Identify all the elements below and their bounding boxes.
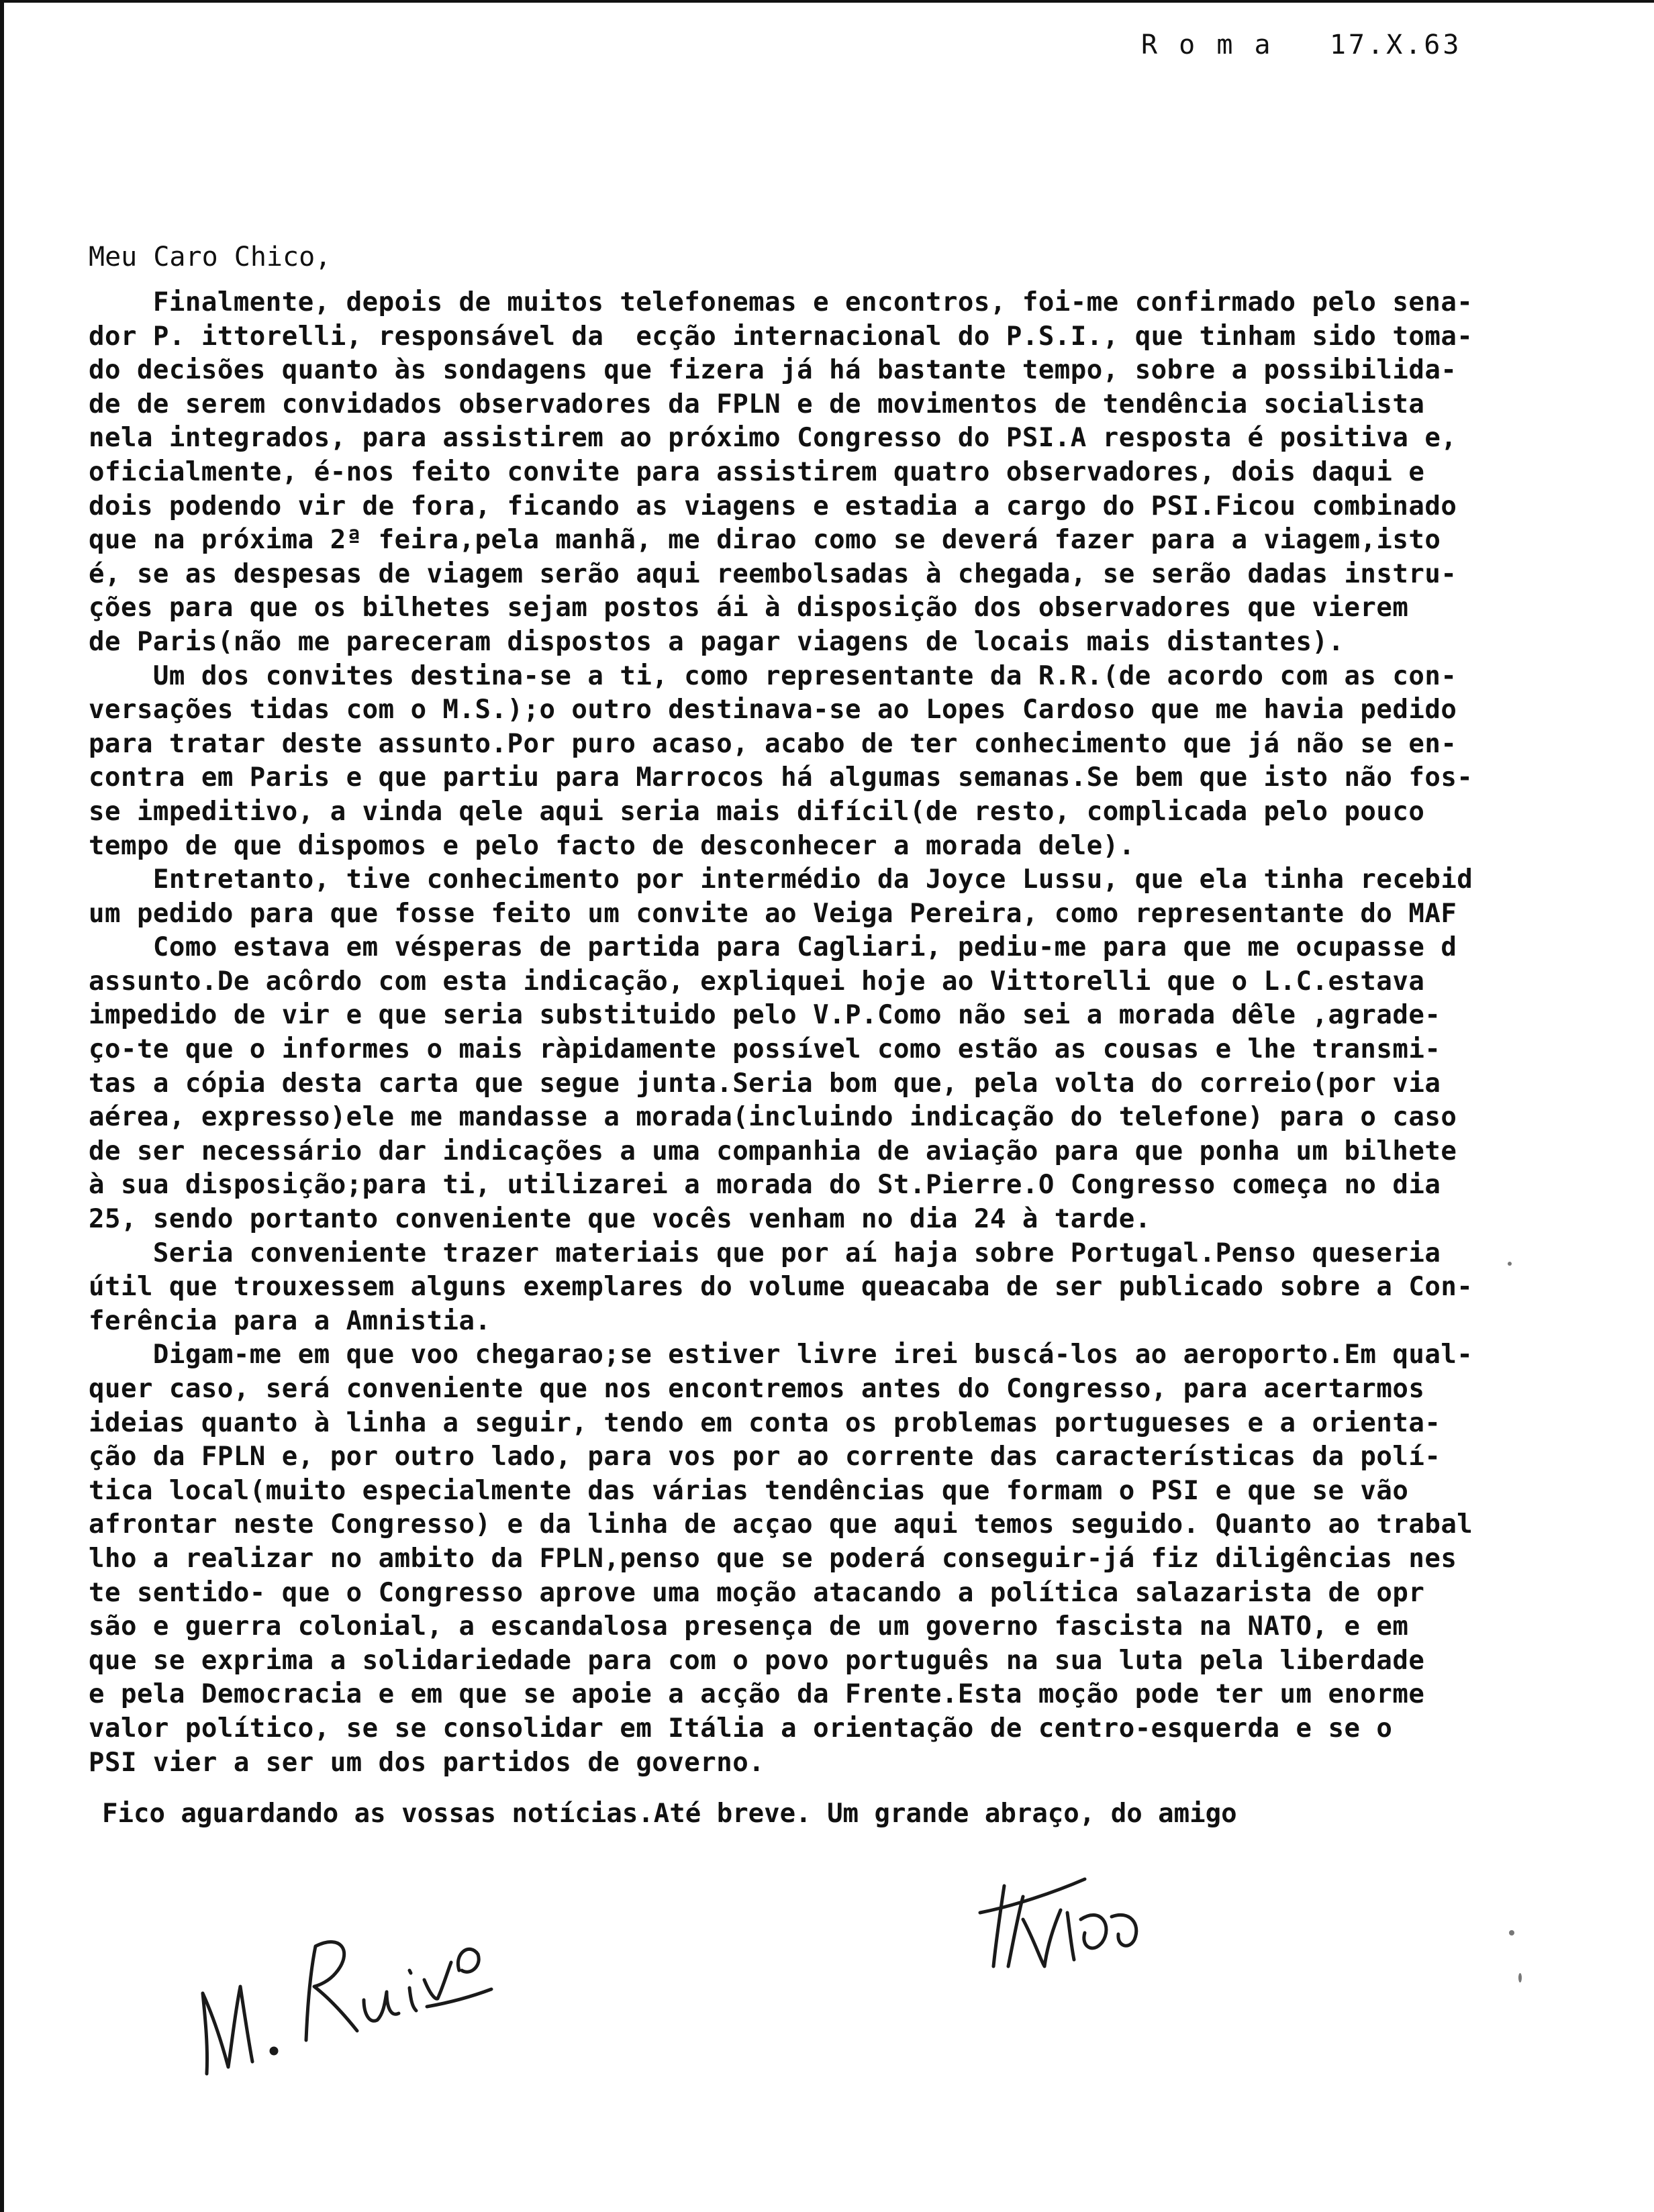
letter-line: tica local(muito especialmente das várias tendências que formam o PSI e que se vão [89, 1475, 1409, 1506]
salutation: Meu Caro Chico, [89, 242, 332, 272]
scan-speck [1508, 1262, 1512, 1266]
letter-line: dois podendo vir de fora, ficando as viagens e estadia a cargo do PSI.Ficou combinado [89, 491, 1457, 521]
letter-line: ideias quanto à linha a seguir, tendo em conta os problemas portugueses e a orienta- [89, 1407, 1441, 1438]
letter-line: valor político, se se consolidar em Itália a orientação de centro-esquerda e se o [89, 1713, 1393, 1744]
closing-line: Fico aguardando as vossas notícias.Até breve. Um grande abraço, do amigo [102, 1799, 1237, 1829]
letter-line: lho a realizar no ambito da FPLN,penso que se poderá conseguir-já fiz diligências nes [89, 1543, 1457, 1574]
letter-line: PSI vier a ser um dos partidos de governo. [89, 1747, 765, 1778]
signature-right [953, 1866, 1195, 2003]
letter-line: Entretanto, tive conhecimento por intermédio da Joyce Lussu, que ela tinha recebid [89, 864, 1473, 895]
letter-line: ções para que os bilhetes sejam postos ái à disposição dos observadores que vierem [89, 593, 1409, 623]
letter-line: e pela Democracia e em que se apoie a acção da Frente.Esta moção pode ter um enorme [89, 1679, 1425, 1710]
letter-line: te sentido- que o Congresso aprove uma moção atacando a política salazarista de opr [89, 1577, 1425, 1608]
letter-line: para tratar deste assunto.Por puro acaso, acabo de ter conhecimento que já não se en- [89, 728, 1457, 759]
letter-line: ferência para a Amnistia. [89, 1305, 491, 1336]
handwritten-signature-icon [953, 1866, 1195, 2000]
letter-line: quer caso, será conveniente que nos encontremos antes do Congresso, para acertarmos [89, 1374, 1425, 1404]
letter-line: afrontar neste Congresso) e da linha de acçao que aqui temos seguido. Quanto ao trabal [89, 1509, 1473, 1540]
letter-line: tempo de que dispomos e pelo facto de desconhecer a morada dele). [89, 830, 1135, 861]
letter-line: de de serem convidados observadores da FPLN e de movimentos de tendência socialista [89, 389, 1425, 419]
letter-line: Um dos convites destina-se a ti, como representante da R.R.(de acordo com as con- [89, 660, 1457, 691]
letter-line: dor P. ittorelli, responsável da ecção internacional do P.S.I., que tinham sido toma- [89, 321, 1473, 352]
letter-line: ção da FPLN e, por outro lado, para vos por ao corrente das características da polí- [89, 1442, 1441, 1472]
letter-line: tas a cópia desta carta que segue junta.Seria bom que, pela volta do correio(por via [89, 1068, 1441, 1099]
letter-line: contra em Paris e que partiu para Marrocos há algumas semanas.Se bem que isto não fos- [89, 762, 1473, 793]
letter-line: aérea, expresso)ele me mandasse a morada(incluindo indicação do telefone) para o caso [89, 1102, 1457, 1133]
letter-line: Finalmente, depois de muitos telefonemas e encontros, foi-me confirmado pelo sena- [89, 287, 1473, 317]
letter-line: de Paris(não me pareceram dispostos a pagar viagens de locais mais distantes). [89, 626, 1345, 657]
scan-speck [1518, 1973, 1522, 1982]
letter-line: é, se as despesas de viagem serão aqui reembolsadas à chegada, se serão dadas instru- [89, 558, 1457, 589]
letter-line: assunto.De acôrdo com esta indicação, expliquei hoje ao Vittorelli que o L.C.estava [89, 966, 1425, 997]
letter-line: do decisões quanto às sondagens que fizera já há bastante tempo, sobre a possibilida- [89, 355, 1457, 386]
letter-line: 25, sendo portanto conveniente que vocês venham no dia 24 à tarde. [89, 1204, 1151, 1235]
handwritten-signature-icon [188, 1906, 564, 2094]
letter-line: oficialmente, é-nos feito convite para assistirem quatro observadores, dois daqui e [89, 456, 1425, 487]
scan-speck [1509, 1930, 1514, 1936]
letter-line: de ser necessário dar indicações a uma companhia de aviação para que ponha um bilhete [89, 1136, 1457, 1166]
letter-line: impedido de vir e que seria substituido pelo V.P.Como não sei a morada dêle ,agrade- [89, 1000, 1441, 1031]
letter-line: se impeditivo, a vinda qele aqui seria mais difícil(de resto, complicada pelo pouco [89, 796, 1425, 827]
letter-line: que se exprima a solidariedade para com o povo português na sua luta pela liberdade [89, 1645, 1425, 1676]
letter-line: Como estava em vésperas de partida para Cagliari, pediu-me para que me ocupasse d [89, 932, 1457, 963]
letter-line: útil que trouxessem alguns exemplares do volume queacaba de ser publicado sobre a Con- [89, 1272, 1473, 1303]
letter-line: Seria conveniente trazer materiais que por aí haja sobre Portugal.Penso queseria [89, 1238, 1441, 1268]
letter-line: à sua disposição;para ti, utilizarei a morada do St.Pierre.O Congresso começa no dia [89, 1170, 1441, 1201]
letter-line: Digam-me em que voo chegarao;se estiver livre irei buscá-los ao aeroporto.Em qual- [89, 1340, 1473, 1370]
letter-line: ço-te que o informes o mais ràpidamente possível como estão as cousas e lhe transmi- [89, 1034, 1441, 1065]
letter-line: são e guerra colonial, a escandalosa presença de um governo fascista na NATO, e em [89, 1611, 1409, 1642]
letter-line: um pedido para que fosse feito um convite ao Veiga Pereira, como representante do MAF [89, 898, 1457, 929]
letter-line: versações tidas com o M.S.);o outro destinava-se ao Lopes Cardoso que me havia pedido [89, 695, 1457, 725]
letter-line: nela integrados, para assistirem ao próximo Congresso do PSI.A resposta é positiva e, [89, 423, 1457, 454]
dateline: R o m a 17.X.63 [1141, 30, 1462, 60]
signature-left [188, 1906, 564, 2097]
letter-body [89, 286, 1498, 1780]
letter-line: que na próxima 2ª feira,pela manhã, me dirao como se deverá fazer para a viagem,isto [89, 525, 1441, 556]
